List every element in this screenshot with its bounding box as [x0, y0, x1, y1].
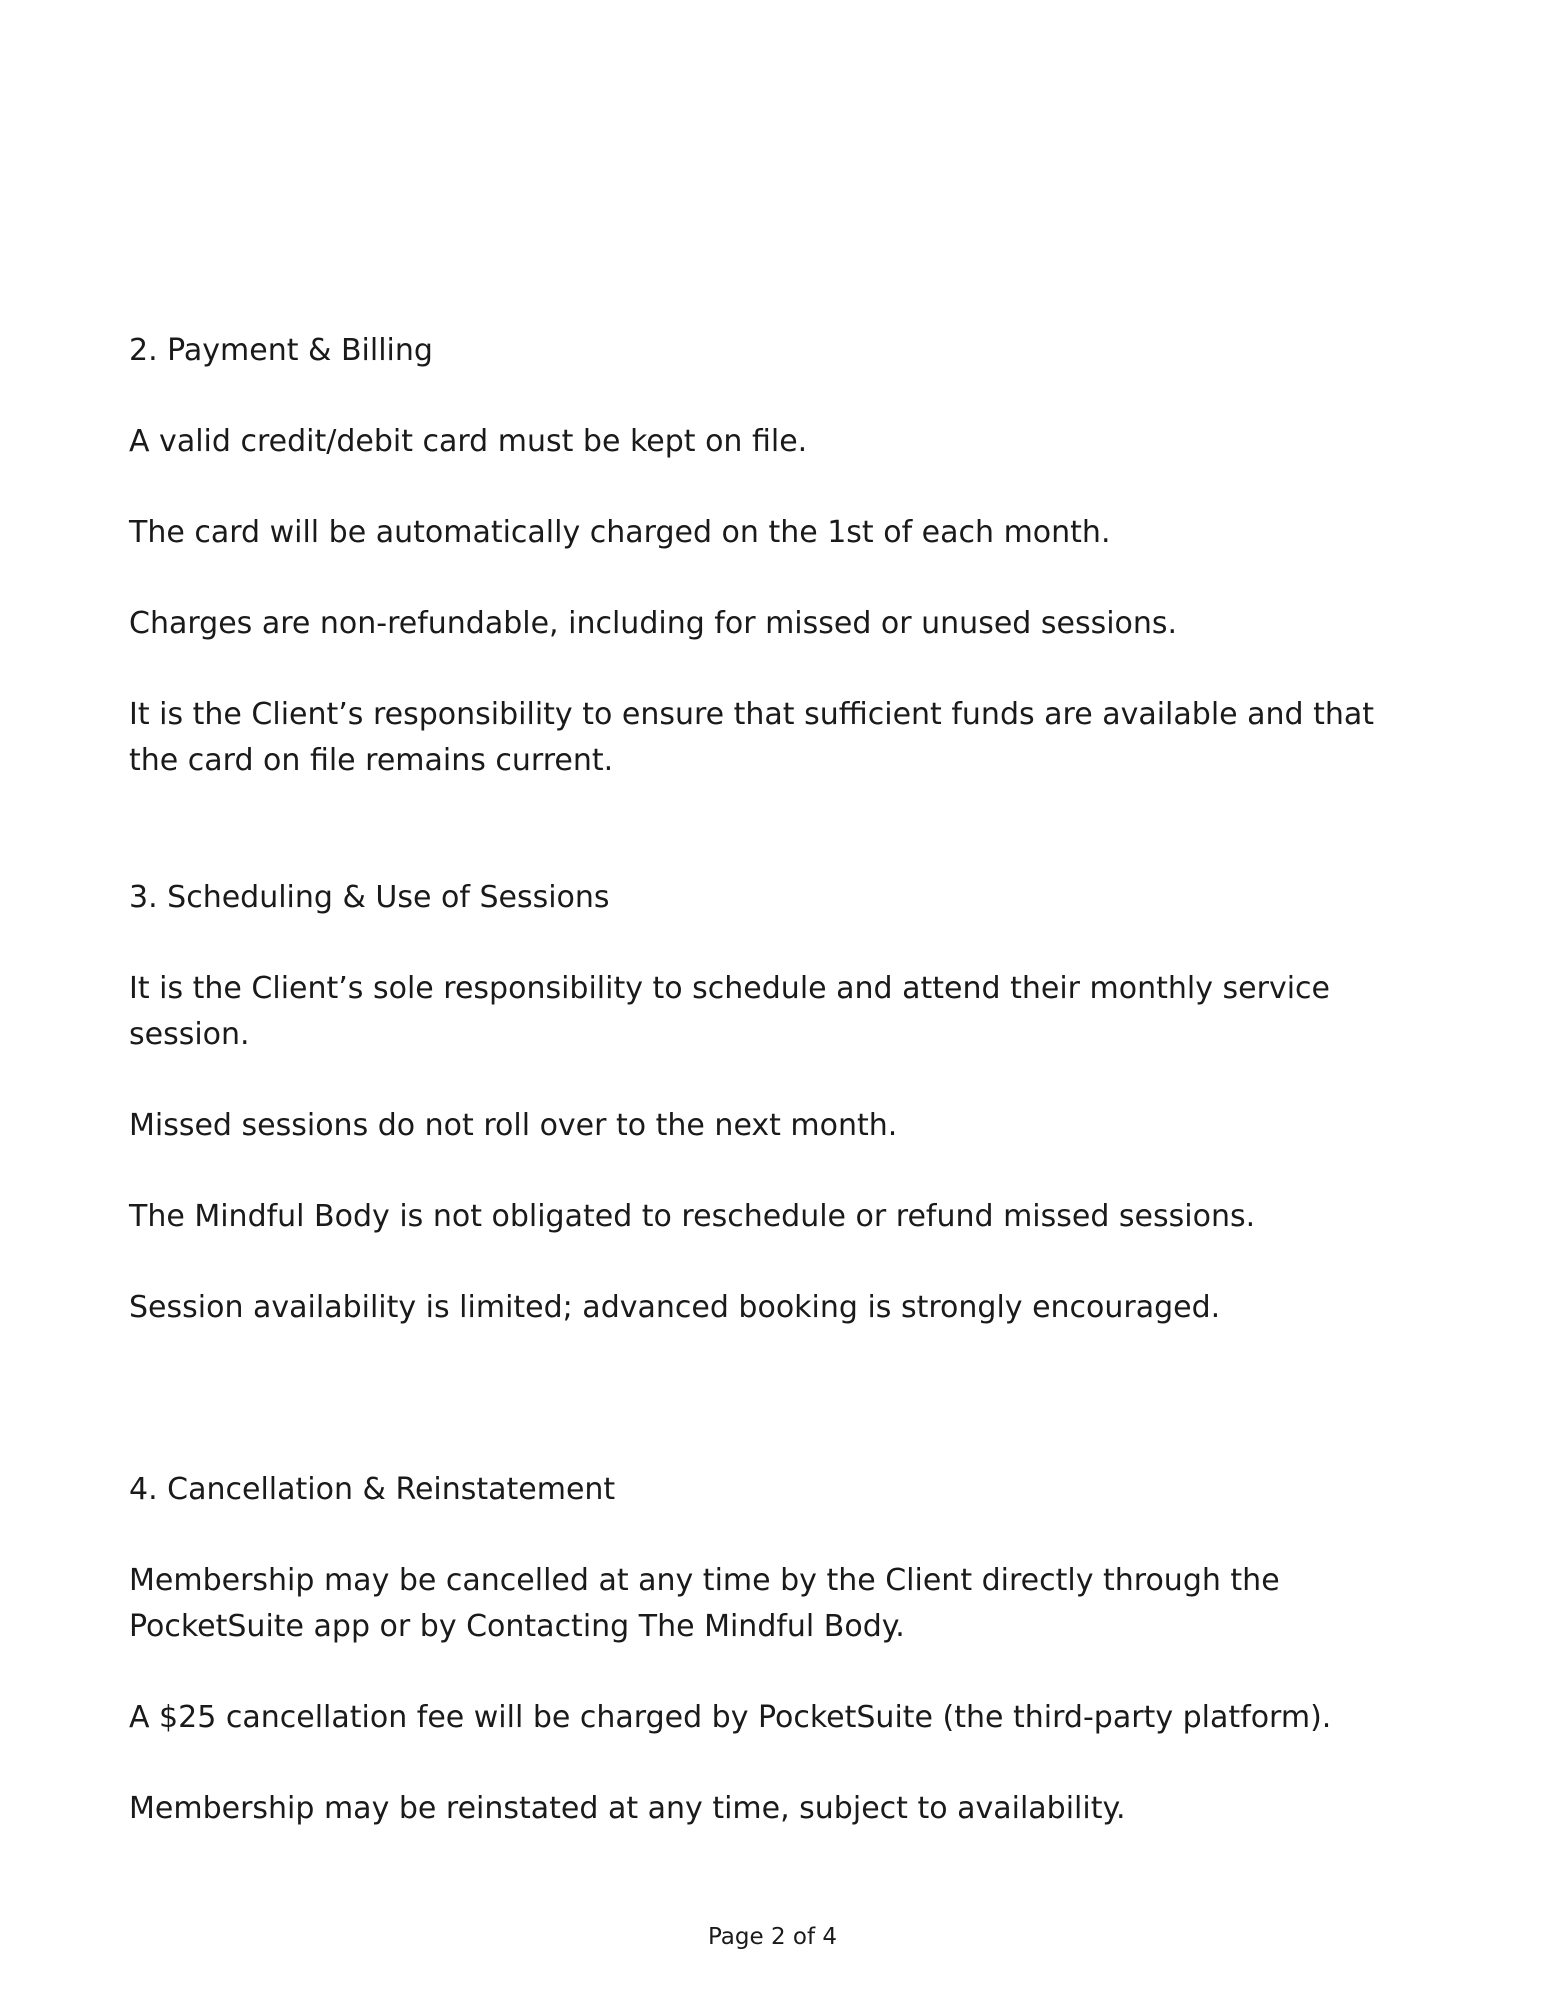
page-number: Page 2 of 4 — [707, 1924, 838, 1950]
paragraph: Charges are non-refundable, including for missed or unused sessions. — [129, 606, 1178, 641]
paragraph: Missed sessions do not roll over to the next month. — [129, 1108, 898, 1143]
section-scheduling — [129, 875, 1419, 1331]
section-heading: 4. Cancellation & Reinstatement — [129, 1472, 616, 1507]
paragraph: Membership may be cancelled at any time by the Client directly through the PocketSuite app or by Contacting The Mindful Body. — [129, 1563, 1280, 1644]
paragraph: The Mindful Body is not obligated to reschedule or refund missed sessions. — [129, 1199, 1256, 1234]
section-heading: 2. Payment & Billing — [129, 333, 433, 368]
section-heading: 3. Scheduling & Use of Sessions — [129, 880, 610, 915]
paragraph: Session availability is limited; advanced booking is strongly encouraged. — [129, 1290, 1221, 1325]
section-cancellation — [129, 1467, 1419, 1832]
paragraph: Membership may be reinstated at any time, subject to availability. — [129, 1791, 1126, 1826]
document-body — [129, 328, 1419, 1832]
paragraph: It is the Client’s responsibility to ensure that sufficient funds are available and that the card on file remains current. — [129, 697, 1375, 778]
paragraph: A valid credit/debit card must be kept on file. — [129, 424, 808, 459]
paragraph: It is the Client’s sole responsibility to schedule and attend their monthly service session. — [129, 971, 1330, 1052]
paragraph: The card will be automatically charged on the 1st of each month. — [129, 515, 1111, 550]
section-payment-billing — [129, 328, 1419, 784]
paragraph: A $25 cancellation fee will be charged by PocketSuite (the third-party platform). — [129, 1700, 1332, 1735]
